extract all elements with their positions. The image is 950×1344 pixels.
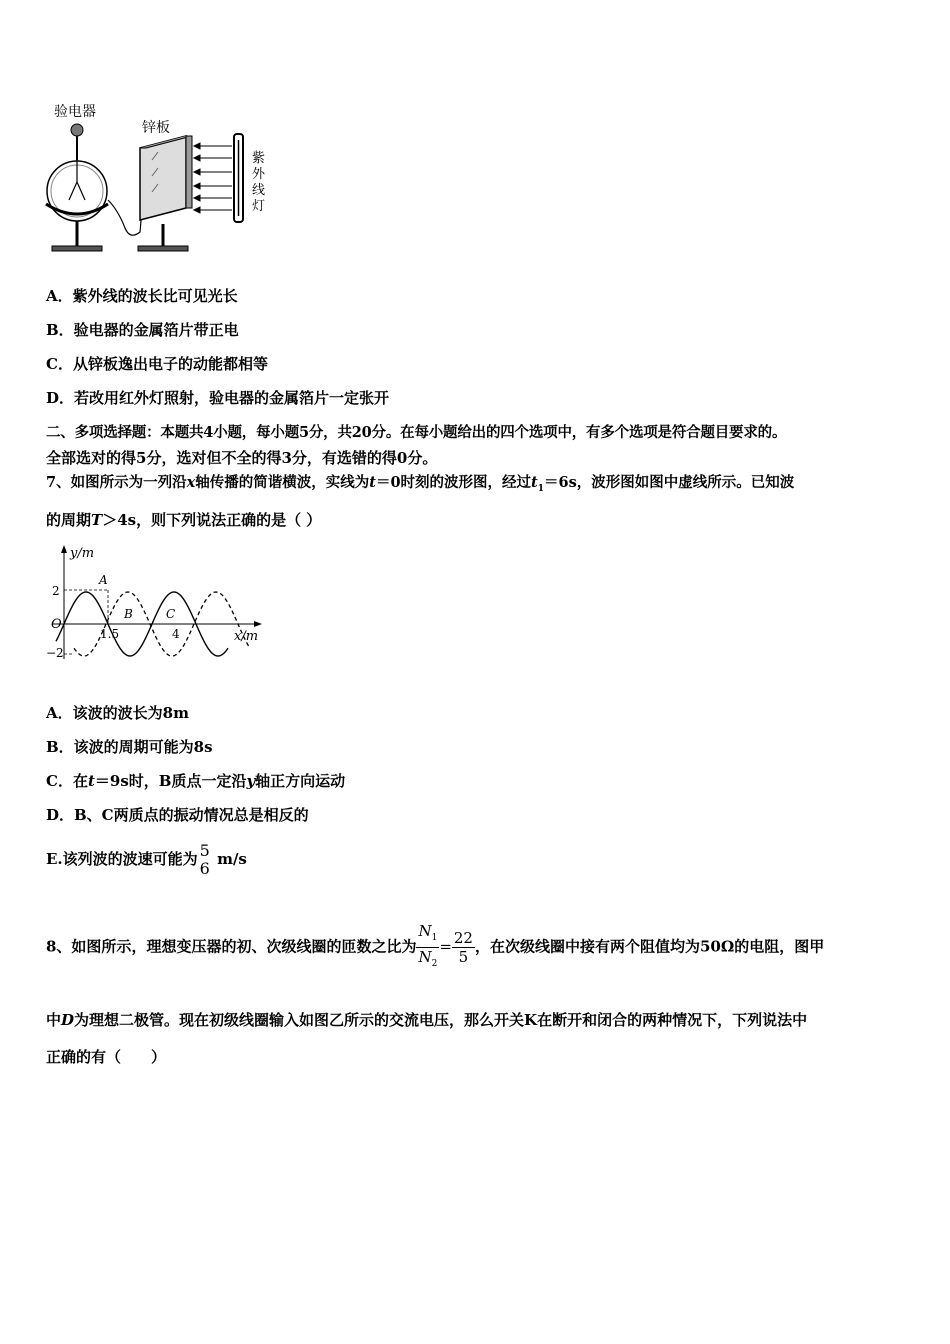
- q8-stem-line1: 8、如图所示，理想变压器的初、次级线圈的匝数之比为 $\frac{N_1}{N_2}$ = $\frac{22}{5}$ ，在次级线圈中接有两个阻值均为50Ω的电阻，图甲: [46, 922, 825, 969]
- q7-stem-line2: 的周期T＞4s，则下列说法正确的是（ ）: [46, 511, 322, 529]
- electroscope-label: 验电器: [54, 104, 96, 120]
- q7-option-d: D．B、C两质点的振动情况总是相反的: [46, 806, 309, 824]
- connecting-wire: [108, 200, 142, 235]
- wave-graph-svg: [44, 542, 274, 667]
- y-tick-2: 2: [52, 584, 60, 598]
- q7-option-a: A．该波的波长为8m: [46, 704, 189, 722]
- origin-label: O: [51, 617, 62, 632]
- q7-option-e: E.该列波的波速可能为 5 6 m/s: [46, 841, 247, 878]
- q6-option-d: D．若改用红外灯照射，验电器的金属箔片一定张开: [46, 389, 390, 407]
- section2-line2: 全部选对的得5分，选对但不全的得3分，有选错的得0分。: [46, 449, 438, 467]
- zinc-plate: [140, 136, 186, 220]
- q6-option-c: C．从锌板逸出电子的动能都相等: [46, 355, 268, 373]
- uv-lamp-label-2: 外: [252, 167, 266, 182]
- zinc-plate-label: 锌板: [142, 120, 170, 136]
- point-c-label: C: [166, 607, 176, 621]
- q7-stem-line1: 7、如图所示为一列沿x轴传播的简谐横波，实线为t＝0时刻的波形图，经过$t_1=6s$，波形图如图中虚线所示。已知波: [46, 474, 795, 494]
- uv-lamp-label-1: 紫: [252, 151, 266, 166]
- uv-lamp-label-3: 线: [252, 183, 266, 198]
- photoelectric-figure: [40, 100, 280, 262]
- photoelectric-diagram: [40, 100, 280, 262]
- q8-stem-line2: 中D为理想二极管。现在初级线圈输入如图乙所示的交流电压，那么开关K在断开和闭合的两种情况下，下列说法中: [46, 1011, 808, 1029]
- x-axis-label: x/m: [234, 629, 259, 644]
- uv-rays: [194, 143, 232, 213]
- q7-option-b: B．该波的周期可能为8s: [46, 738, 213, 756]
- x-tick-1-5: 1.5: [100, 627, 120, 641]
- electroscope-knob: [71, 124, 83, 136]
- uv-lamp-label-4: 灯: [252, 199, 266, 214]
- q8-stem-line3: 正确的有（ ）: [46, 1048, 167, 1066]
- point-b-label: B: [124, 607, 133, 621]
- point-a-label: A: [99, 573, 108, 587]
- section2-line1: 二、多项选择题：本题共4小题，每小题5分，共20分。在每小题给出的四个选项中，有多个选项是符合题目要求的。: [46, 424, 787, 441]
- x-tick-4: 4: [172, 627, 180, 641]
- y-axis-label: y/m: [70, 546, 95, 561]
- q6-option-a: A．紫外线的波长比可见光长: [46, 287, 238, 305]
- y-tick-neg2: −2: [46, 646, 64, 660]
- q7-option-c: C．在t＝9s时，B质点一定沿y轴正方向运动: [46, 772, 346, 790]
- wave-graph: [44, 542, 274, 667]
- q6-option-b: B．验电器的金属箔片带正电: [46, 321, 239, 339]
